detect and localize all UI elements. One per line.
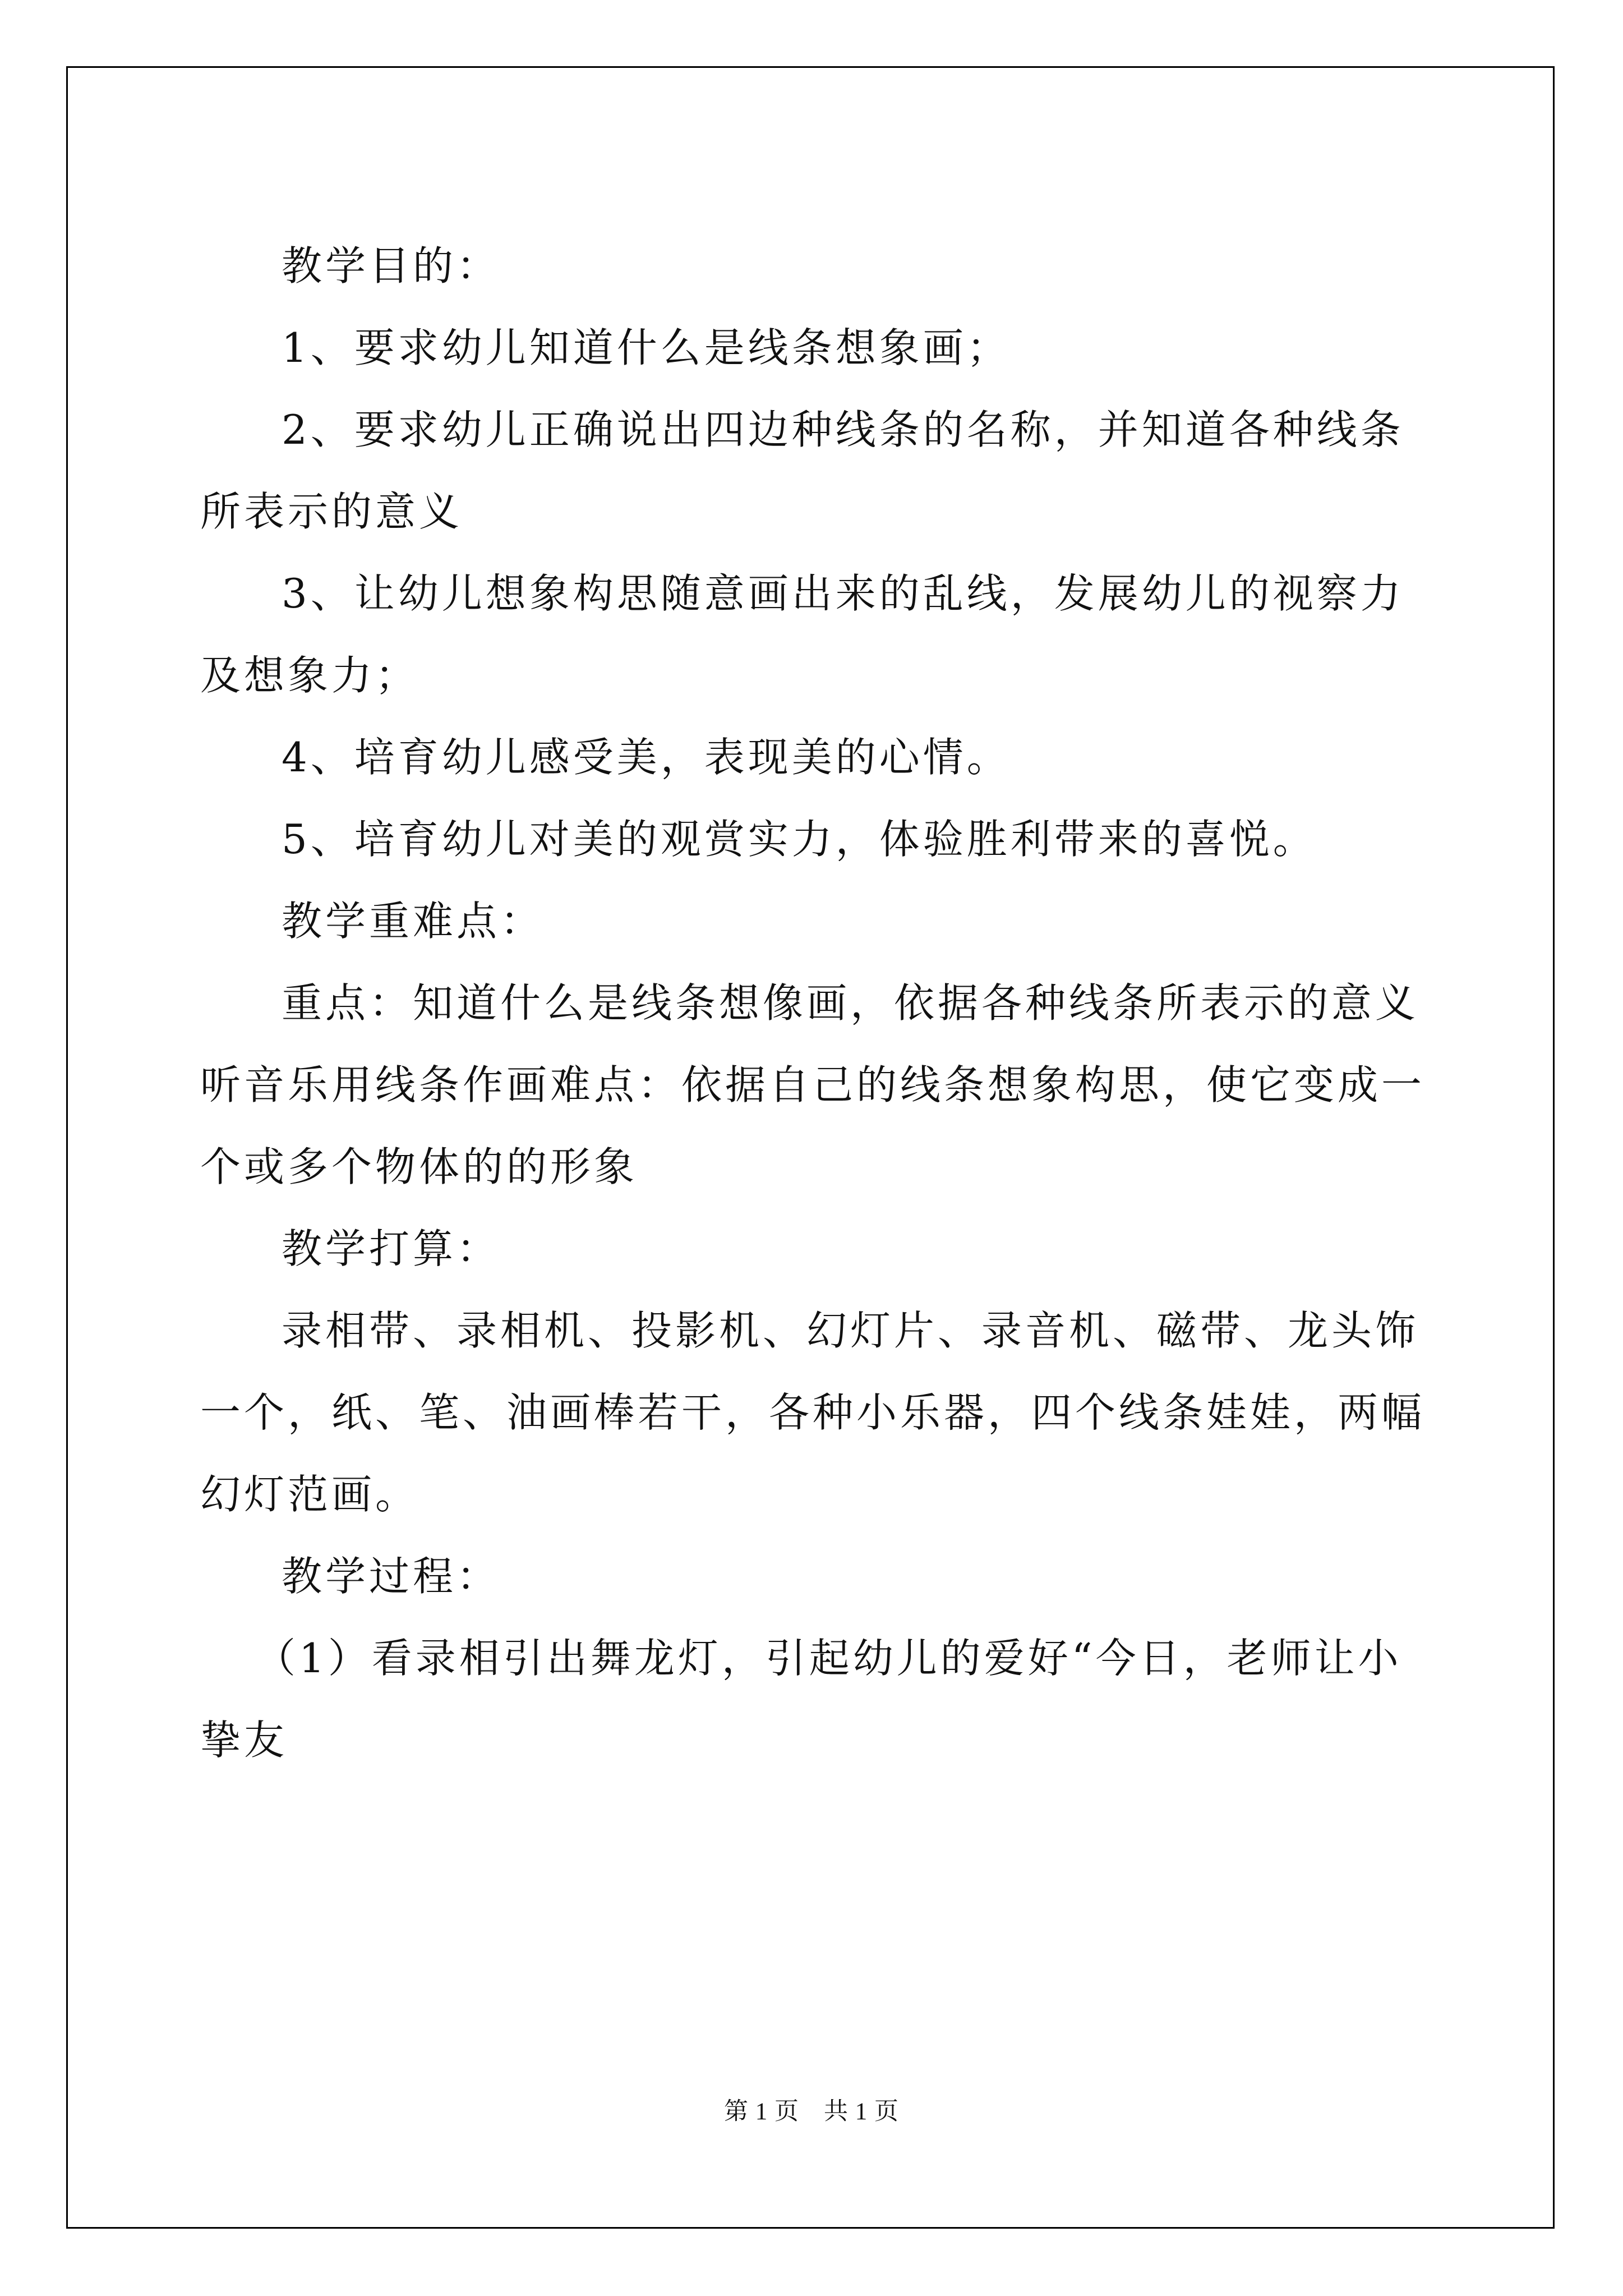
goal-item-2: 2、要求幼儿正确说出四边种线条的名称，并知道各种线条所表示的意义	[200, 406, 1404, 535]
preparation-list: 录相带、录相机、投影机、幻灯片、录音机、磁带、龙头饰一个，纸、笔、油画棒若干，各种小乐器，四个线条娃娃，两幅幻灯范画。	[200, 1307, 1426, 1518]
goal-item-4: 4、培育幼儿感受美，表现美的心情。	[282, 734, 1011, 781]
goal-item-3: 3、让幼儿想象构思随意画出来的乱线，发展幼儿的视察力及想象力；	[200, 570, 1404, 699]
process-step-1: （1）看录相引出舞龙灯，引起幼儿的爱好“今日，老师让小挚友	[200, 1635, 1402, 1764]
key-difficulty-heading: 教学重难点：	[282, 898, 545, 945]
document-body	[200, 225, 1434, 1781]
goal-item-5: 5、培育幼儿对美的观赏实力，体验胜利带来的喜悦。	[282, 816, 1317, 863]
goal-heading: 教学目的：	[282, 242, 501, 289]
goal-item-1: 1、要求幼儿知道什么是线条想象画；	[282, 324, 1011, 371]
key-points-paragraph: 重点：知道什么是线条想像画，依据各种线条所表示的意义听音乐用线条作画难点：依据自己的线条想象构思，使它变成一个或多个物体的的形象	[200, 979, 1426, 1190]
preparation-heading: 教学打算：	[282, 1225, 501, 1272]
page-number-footer: 第 1 页 共 1 页	[724, 2099, 899, 2125]
process-heading: 教学过程：	[282, 1553, 501, 1600]
